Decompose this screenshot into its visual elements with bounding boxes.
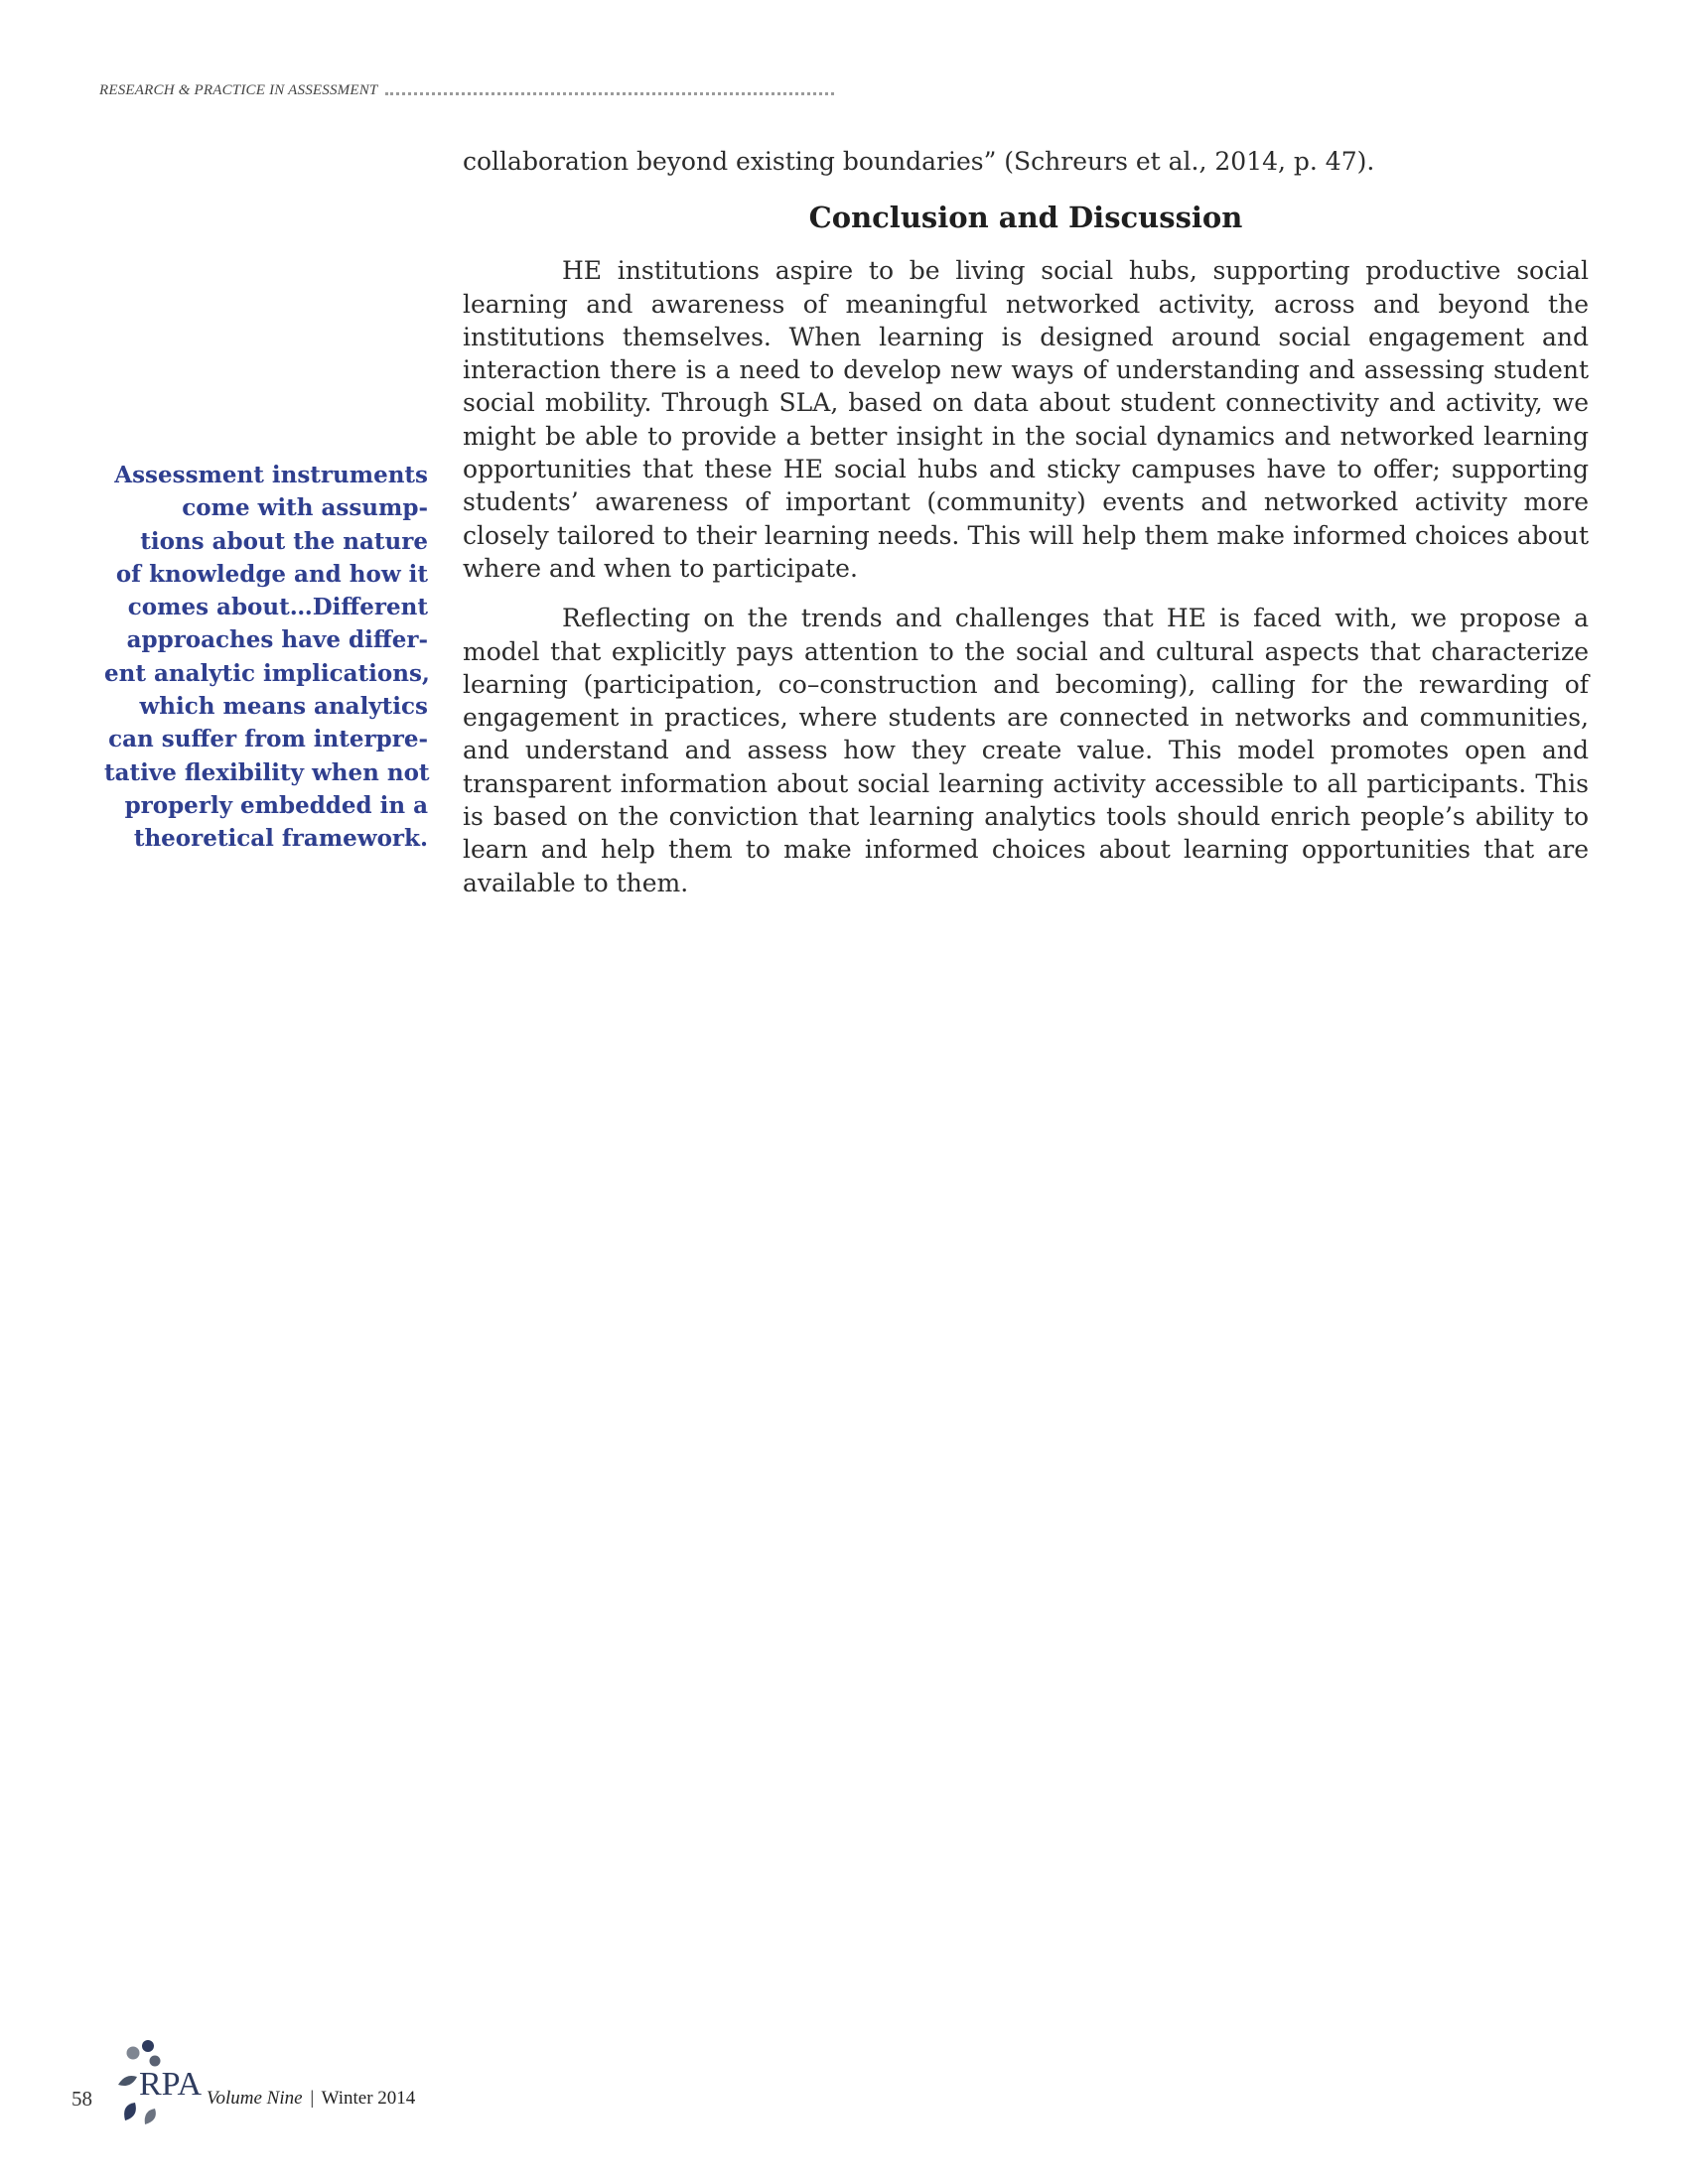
- body-paragraph: Reflecting on the trends and challenges that HE is faced with, we propose a model that explicitly pays attention to the social and cultural aspects that characterize learning (participation, co–construction and becoming), calling for the rewarding of engagement in practices, where students are connected in networks and communities, and understand and assess how they create value. This model promotes open and transparent information about social learning activity accessible to all participants. This is based on the conviction that learning analytics tools should enrich people’s ability to learn and help them to make informed choices about learning opportunities that are available to them.: [463, 604, 1589, 897]
- pull-quote-line: can suffer from interpre-: [108, 726, 428, 753]
- pull-quote-line: properly embedded in a: [124, 791, 428, 819]
- pull-quote-line: of knowledge and how it: [115, 560, 428, 588]
- volume-info: [207, 2088, 415, 2110]
- volume-name: Volume Nine: [207, 2088, 303, 2109]
- issue-season: Winter 2014: [321, 2088, 416, 2109]
- logo-text: RPA: [139, 2066, 203, 2103]
- pull-quote-line: tions about the nature: [140, 527, 428, 555]
- running-title: RESEARCH & PRACTICE IN ASSESSMENT: [99, 82, 378, 98]
- logo-leaf: [124, 2103, 136, 2120]
- logo-leaf: [118, 2076, 137, 2086]
- volume-separator: |: [310, 2088, 315, 2109]
- header-dotted-rule: [385, 92, 834, 95]
- logo-dot: [150, 2056, 161, 2067]
- pull-quote-line: approaches have differ-: [126, 626, 428, 654]
- logo-leaf: [145, 2109, 156, 2124]
- pull-quote-line: tative flexibility when not: [104, 758, 430, 786]
- pull-quote-line: Assessment instruments: [114, 462, 428, 488]
- body-paragraph: HE institutions aspire to be living social hubs, supporting productive social learning and awareness of meaningful networked activity, across and beyond the institutions themselves. When learning is designed around social engagement and interaction there is a need to develop new ways of understanding and assessing student social mobility. Through SLA, based on data about student connectivity and activity, we might be able to provide a better insight in the social dynamics and networked learning opportunities that these HE social hubs and sticky campuses have to offer; supporting students’ awareness of important (community) events and networked activity more closely tailored to their learning needs. This will help them make informed choices about where and when to participate.: [463, 256, 1589, 583]
- pull-quote-line: ent analytic implications,: [104, 659, 430, 687]
- main-text-column: [463, 145, 1589, 899]
- pull-quote-line: come with assump-: [182, 494, 428, 522]
- logo-dot: [142, 2040, 154, 2052]
- rpa-logo: [115, 2033, 254, 2132]
- logo-dot: [127, 2047, 140, 2060]
- continuation-text: collaboration beyond existing boundaries” (Schreurs et al., 2014, p. 47).: [463, 147, 1375, 176]
- pull-quote-line: theoretical framework.: [133, 825, 428, 853]
- pull-quote-line: which means analytics: [139, 693, 428, 721]
- pull-quote: [104, 459, 428, 856]
- section-heading: Conclusion and Discussion: [808, 201, 1243, 235]
- page-footer: [71, 2033, 469, 2132]
- page-number: 58: [71, 2087, 92, 2111]
- running-header: [99, 82, 834, 99]
- pull-quote-line: comes about…Different: [127, 594, 428, 621]
